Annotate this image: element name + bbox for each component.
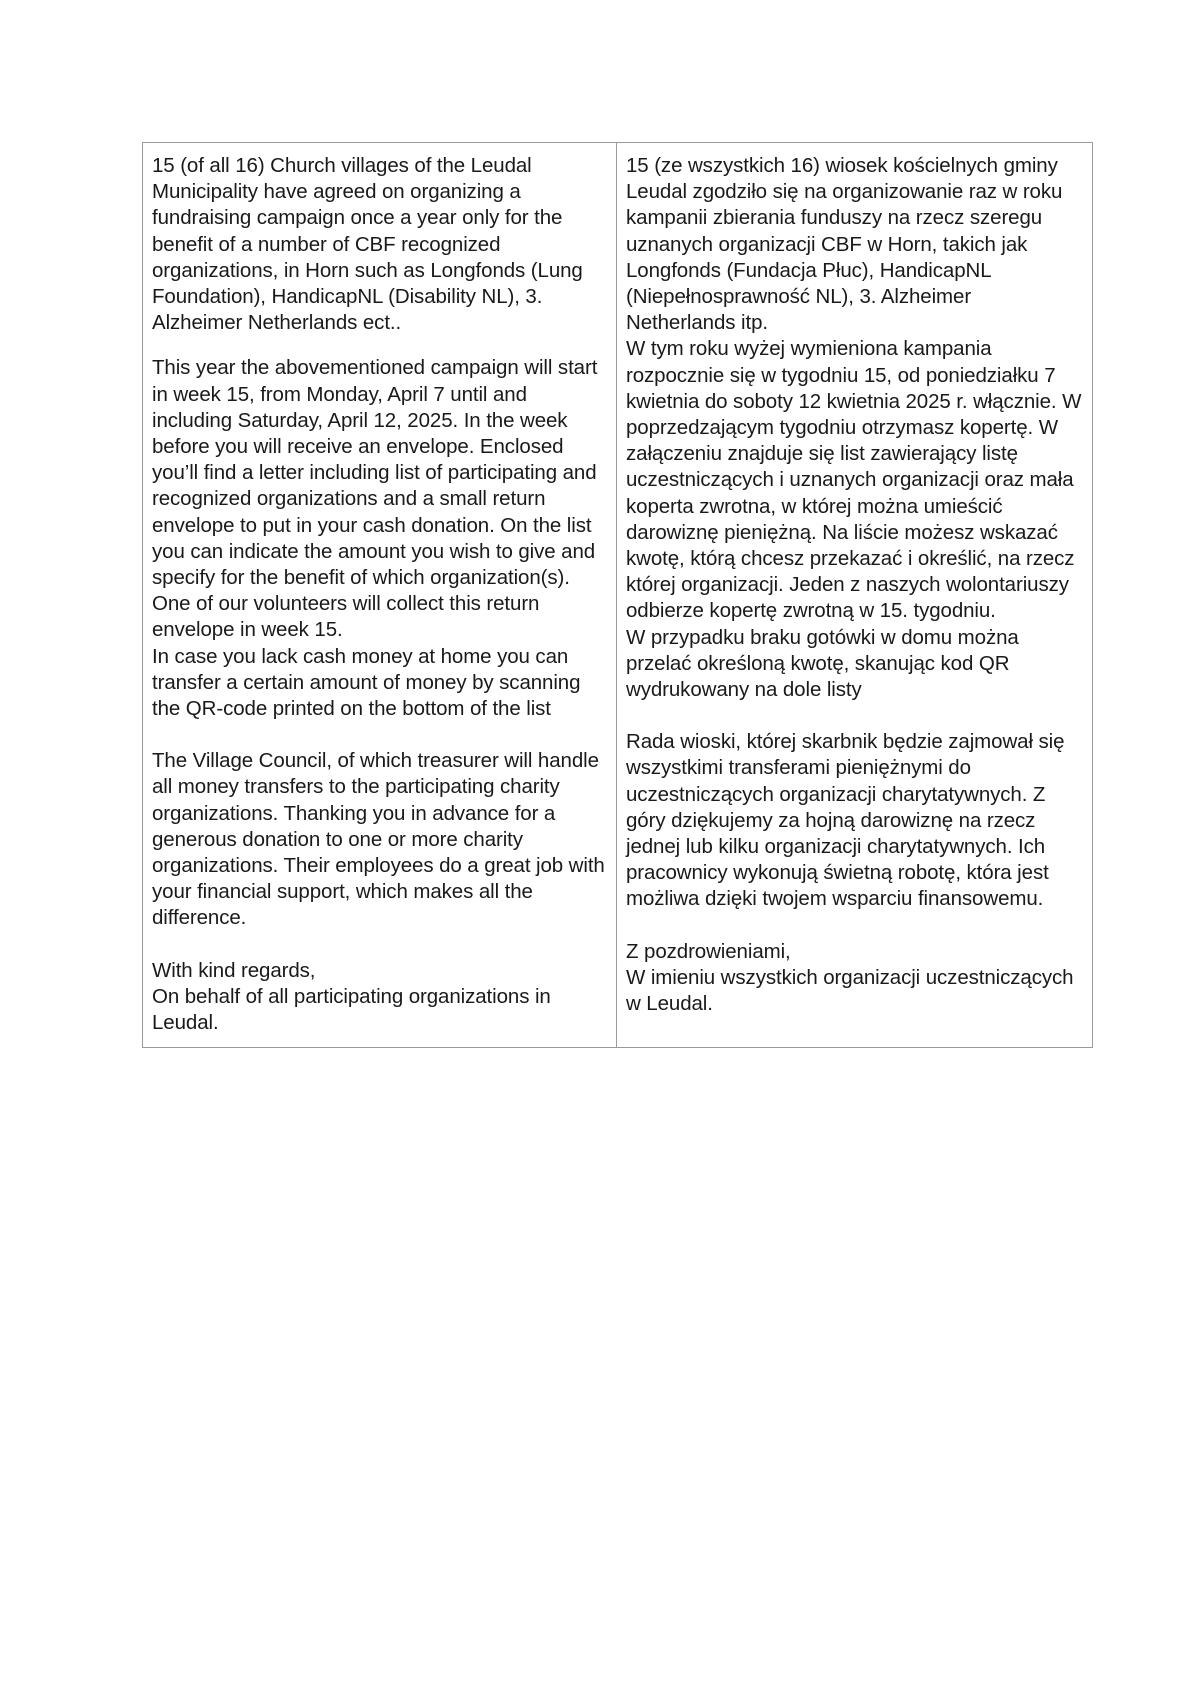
polish-campaign-paragraph: W tym roku wyżej wymieniona kampania rozpocznie się w tygodniu 15, od poniedziałku 7 kwietnia do soboty 12 kwietnia 2025 r. włącznie. W poprzedzającym tygodniu otrzymasz kopertę. W załączeniu znajduje się list zawierający listę uczestniczących i uznanych organizacji oraz mała koperta zwrotna, w której można umieścić darowiznę pieniężną. Na liście możesz wskazać kwotę, którą chcesz przekazać i określić, na rzecz której organizacji. Jeden z naszych wolontariuszy odbierze kopertę zwrotną w 15. tygodniu. xyxy=(626,337,1082,623)
polish-intro-paragraph: 15 (ze wszystkich 16) wiosek kościelnych gminy Leudal zgodziło się na organizowanie raz w roku kampanii zbierania funduszy na rzecz szeregu uznanych organizacji CBF w Horn, takich jak Longfonds (Fundacja Płuc), HandicapNL (Niepełnosprawność NL), 3. Alzheimer Netherlands itp. xyxy=(626,154,1063,335)
english-transfer-paragraph: In case you lack cash money at home you can transfer a certain amount of money by scanning the QR-code printed on the bottom of the list xyxy=(152,644,581,721)
polish-council-paragraph: Rada wioski, której skarbnik będzie zajmował się wszystkimi transferami pieniężnymi do uczestniczących organizacji charytatywnych. Z góry dziękujemy za hojną darowiznę na rzecz jednej lub kilku organizacji charytatywnych. Ich pracownicy wykonują świetną robotę, która jest możliwa dzięki twojem wsparciu finansowemu. xyxy=(626,730,1065,911)
polish-signoff: W imieniu wszystkich organizacji uczestniczących w Leudal. xyxy=(626,965,1074,1016)
table-row xyxy=(143,143,1093,1048)
polish-transfer-paragraph: W przypadku braku gotówki w domu można przelać określoną kwotę, skanując kod QR wydrukowany na dole listy xyxy=(626,625,1019,702)
english-regards: With kind regards, xyxy=(152,958,316,982)
english-signoff: On behalf of all participating organizations in Leudal. xyxy=(152,984,551,1035)
english-campaign-paragraph: This year the abovementioned campaign will start in week 15, from Monday, April 7 until and including Saturday, April 12, 2025. In the week before you will receive an envelope. Enclosed you’ll find a letter including list of participating and recognized organizations and a small return envelope to put in your cash donation. On the list you can indicate the amount you wish to give and specify for the benefit of which organization(s). One of our volunteers will collect this return envelope in week 15. xyxy=(152,356,598,642)
english-council-paragraph: The Village Council, of which treasurer will handle all money transfers to the participating charity organizations. Thanking you in advance for a generous donation to one or more charity organizations. Their employees do a great job with your financial support, which makes all the difference. xyxy=(152,749,605,930)
english-intro-paragraph: 15 (of all 16) Church villages of the Leudal Municipality have agreed on organizing a fundraising campaign once a year only for the benefit of a number of CBF recognized organizations, in Horn such as Longfonds (Lung Foundation), HandicapNL (Disability NL), 3. Alzheimer Netherlands ect.. xyxy=(152,154,583,335)
english-column xyxy=(143,143,617,1048)
polish-column xyxy=(617,143,1093,1048)
bilingual-letter-table xyxy=(142,142,1093,1048)
polish-regards: Z pozdrowieniami, xyxy=(626,939,791,963)
